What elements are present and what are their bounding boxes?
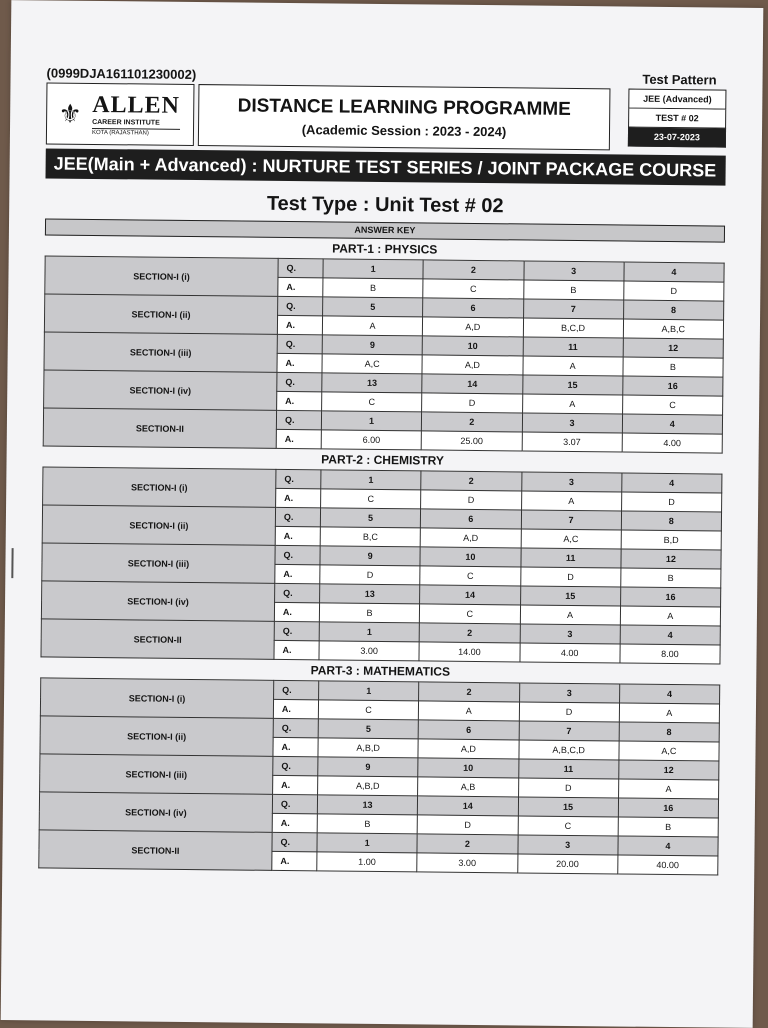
answer-value: 4.00 [622,433,722,453]
question-number: 2 [423,260,523,280]
question-label: Q. [272,794,317,813]
answer-value: 3.07 [522,432,622,452]
question-label: Q. [274,621,319,640]
answer-value: C [322,392,422,412]
question-number: 4 [622,414,722,434]
question-number: 5 [323,297,423,317]
section-name: SECTION-II [39,830,272,870]
question-number: 14 [418,796,518,816]
answer-value: A [419,701,519,721]
question-number: 8 [621,511,721,531]
answer-value: A [620,606,720,626]
answer-value: A,B,C [623,319,723,339]
question-number: 3 [519,683,619,703]
section-name: SECTION-I (iv) [41,581,274,621]
question-label: Q. [275,583,320,602]
answer-value: A,B,D [318,776,418,796]
answer-value: B,C,D [523,318,623,338]
question-label: Q. [274,680,319,699]
answer-label: A. [277,391,322,410]
answer-value: A,B,C,D [518,740,618,760]
answer-value: B [323,278,423,298]
question-number: 6 [423,298,523,318]
answer-value: B,C [320,527,420,547]
test-date: 23-07-2023 [628,128,726,148]
question-number: 11 [518,759,618,779]
edge-mark [11,548,13,578]
answer-value: 1.00 [317,852,417,872]
question-number: 16 [618,798,718,818]
answer-table [43,255,725,453]
question-number: 1 [323,259,423,279]
answer-value: B,D [621,530,721,550]
answer-value: C [420,604,520,624]
answer-value: D [320,565,420,585]
answer-value: 6.00 [321,430,421,450]
question-number: 10 [418,758,518,778]
allen-logo [46,82,195,146]
academic-session: (Academic Session : 2023 - 2024) [301,121,507,139]
question-label: Q. [277,372,322,391]
section-name: SECTION-I (ii) [40,716,273,756]
answer-value: A,D [420,528,520,548]
question-number: 7 [521,510,621,530]
question-number: 8 [619,722,719,742]
answer-value: D [421,490,521,510]
answer-value: 4.00 [519,643,619,663]
answer-value: A,D [423,317,523,337]
question-number: 12 [623,338,723,358]
answer-value: A [618,779,718,799]
question-number: 9 [322,335,422,355]
question-number: 3 [520,624,620,644]
question-number: 7 [519,721,619,741]
question-number: 1 [319,622,419,642]
answer-value: B [523,280,623,300]
question-number: 5 [320,508,420,528]
answer-value: B [623,357,723,377]
answer-label: A. [276,429,321,448]
answer-value: 40.00 [617,855,717,875]
exam-name: JEE (Advanced) [628,89,726,110]
document-header [46,82,727,151]
programme-box [198,84,611,150]
test-type-title: Test Type : Unit Test # 02 [266,192,504,218]
answer-value: D [518,778,618,798]
answer-value: 3.00 [319,641,419,661]
answer-value: D [520,567,620,587]
section-name: SECTION-I (iv) [44,370,277,410]
section-name: SECTION-I (i) [43,467,276,507]
question-number: 1 [319,681,419,701]
answer-label: A. [277,353,322,372]
answer-label: A. [274,640,319,659]
question-number: 2 [419,623,519,643]
question-label: Q. [275,545,320,564]
answer-label: A. [277,315,322,334]
question-number: 6 [418,720,518,740]
question-number: 1 [321,411,421,431]
answer-value: B [317,814,417,834]
test-number: TEST # 02 [628,109,726,129]
question-number: 13 [322,373,422,393]
question-label: Q. [276,410,321,429]
question-number: 8 [623,300,723,320]
question-label: Q. [273,756,318,775]
answer-label: A. [273,775,318,794]
section-name: SECTION-I (ii) [42,505,275,545]
question-label: Q. [277,334,322,353]
answer-value: D [417,815,517,835]
question-number: 5 [318,719,418,739]
question-number: 11 [520,548,620,568]
section-name: SECTION-I (i) [45,256,278,296]
question-number: 6 [421,509,521,529]
answer-label: A. [276,488,321,507]
programme-title: DISTANCE LEARNING PROGRAMME [237,94,571,120]
document-code: (0999DJA161101230002) [46,65,197,83]
answer-value: 3.00 [417,853,517,873]
answer-value: A,B [418,777,518,797]
question-number: 3 [521,472,621,492]
answer-label: A. [273,699,318,718]
question-number: 10 [420,547,520,567]
question-number: 15 [518,797,618,817]
course-banner: JEE(Main + Advanced) : NURTURE TEST SERIES / JOINT PACKAGE COURSE [45,148,725,185]
test-pattern-box [628,89,727,152]
question-label: Q. [273,718,318,737]
question-number: 4 [624,262,724,282]
question-number: 13 [320,584,420,604]
answer-value: A [619,703,719,723]
answer-value: D [422,393,522,413]
answer-value: C [518,816,618,836]
answer-value: 14.00 [419,642,519,662]
question-number: 11 [523,337,623,357]
answer-label: A. [272,851,317,870]
answer-value: A,D [422,355,522,375]
question-number: 9 [320,546,420,566]
question-number: 16 [620,587,720,607]
question-number: 16 [623,376,723,396]
section-name: SECTION-I (iv) [39,792,272,832]
answer-value: A [522,394,622,414]
answer-value: A,C [322,354,422,374]
section-name: SECTION-I (iii) [40,754,273,794]
question-label: Q. [276,469,321,488]
answer-label: A. [272,813,317,832]
part-title: PART-2 : CHEMISTRY [321,452,444,468]
logo-name: ALLEN [92,91,181,119]
answer-label: A. [273,737,318,756]
answer-value: D [621,492,721,512]
answer-value: A,B,D [318,738,418,758]
section-name: SECTION-I (iii) [42,543,275,583]
allen-emblem-icon: ⚜ [58,98,82,129]
answer-value: C [423,279,523,299]
question-number: 3 [522,413,622,433]
question-number: 2 [422,412,522,432]
question-number: 15 [520,586,620,606]
question-number: 4 [621,473,721,493]
answer-value: 8.00 [620,644,720,664]
question-number: 13 [317,795,417,815]
section-name: SECTION-II [43,408,276,448]
question-number: 15 [522,375,622,395]
question-number: 4 [620,625,720,645]
question-number: 7 [523,299,623,319]
logo-city: KOTA (RAJASTHAN) [92,127,180,136]
answer-value: A,C [619,741,719,761]
question-number: 1 [317,833,417,853]
answer-table [38,677,720,875]
test-pattern-label: Test Pattern [642,71,717,88]
answer-key-parts [38,235,725,875]
question-number: 14 [420,585,520,605]
question-number: 10 [422,336,522,356]
question-number: 4 [619,684,719,704]
answer-value: D [624,281,724,301]
question-label: Q. [275,507,320,526]
answer-value: 20.00 [517,854,617,874]
question-number: 4 [618,836,718,856]
question-number: 12 [618,760,718,780]
answer-value: C [622,395,722,415]
section-name: SECTION-I (ii) [44,294,277,334]
answer-value: C [318,700,418,720]
question-number: 3 [523,261,623,281]
answer-value: A [521,491,621,511]
answer-value: A,C [521,529,621,549]
part-title: PART-3 : MATHEMATICS [310,663,451,679]
logo-subtitle: CAREER INSTITUTE [92,118,160,127]
answer-value: A [522,356,622,376]
answer-value: B [620,568,720,588]
answer-value: C [420,566,520,586]
answer-value: C [321,489,421,509]
answer-value: B [319,603,419,623]
answer-label: A. [275,526,320,545]
part-title: PART-1 : PHYSICS [332,241,438,257]
answer-label: A. [274,602,319,621]
answer-value: D [519,702,619,722]
question-number: 3 [517,835,617,855]
question-number: 1 [321,470,421,490]
section-name: SECTION-I (i) [40,678,273,718]
answer-value: A [322,316,422,336]
answer-value: A,D [418,739,518,759]
question-number: 2 [421,471,521,491]
question-number: 9 [318,757,418,777]
question-number: 12 [621,549,721,569]
answer-table [40,466,722,664]
question-number: 14 [422,374,522,394]
answer-label: A. [278,277,323,296]
question-label: Q. [278,296,323,315]
question-label: Q. [278,258,323,277]
answer-value: A [520,605,620,625]
question-number: 2 [417,834,517,854]
answer-key-header: ANSWER KEY [45,218,725,242]
question-label: Q. [272,832,317,851]
section-name: SECTION-II [41,619,274,659]
answer-key-sheet [1,0,764,1028]
answer-value: 25.00 [421,431,521,451]
answer-label: A. [275,564,320,583]
answer-value: B [618,817,718,837]
question-number: 2 [419,682,519,702]
section-name: SECTION-I (iii) [44,332,277,372]
